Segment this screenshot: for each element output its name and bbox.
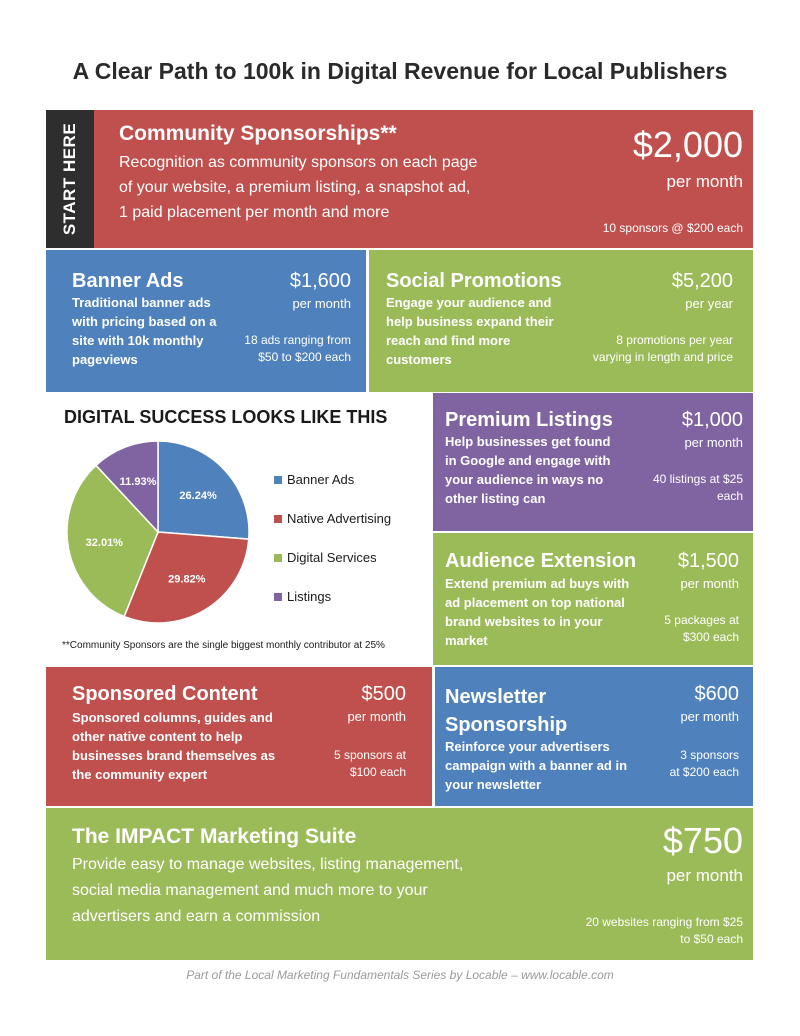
banner-unit: per month [292, 296, 351, 311]
sponsored-unit: per month [347, 709, 406, 724]
newsletter-note-line: at $200 each [669, 765, 739, 779]
banner-desc-line: pageviews [72, 352, 138, 367]
sponsored-price: $500 [361, 683, 406, 705]
legend-label: Digital Services [287, 550, 377, 565]
sponsored-note-line: 5 sponsors at [333, 748, 406, 762]
banner-note-line: $50 to $200 each [258, 350, 351, 364]
audience-desc-line: market [445, 633, 488, 648]
social-desc-line: customers [386, 352, 452, 367]
chart-footnote: **Community Sponsors are the single biggest monthly contributor at 25% [62, 640, 385, 651]
community-note: 10 sponsors @ $200 each [602, 221, 743, 235]
social-promotions-panel [369, 250, 753, 392]
impact-marketing-suite-panel [46, 808, 753, 960]
impact-desc-line: social media management and much more to your [72, 882, 428, 899]
legend-label: Banner Ads [287, 472, 355, 487]
newsletter-title [445, 683, 567, 739]
audience-desc-line: ad placement on top national [445, 595, 625, 610]
legend-swatch [274, 515, 282, 523]
newsletter-unit: per month [680, 709, 739, 724]
premium-desc-line: other listing can [445, 491, 546, 506]
newsletter-desc-line: campaign with a banner ad in [445, 758, 628, 773]
community-description [119, 150, 477, 225]
sponsored-desc-line: Sponsored columns, guides and [72, 710, 273, 725]
impact-unit: per month [666, 866, 743, 885]
sponsored-desc-line: other native content to help [72, 729, 243, 744]
impact-price: $750 [662, 820, 743, 861]
newsletter-sponsorship-panel [435, 667, 753, 806]
legend-swatch [274, 476, 282, 484]
banner-description [72, 293, 216, 369]
legend-label: Native Advertising [287, 511, 392, 526]
premium-desc-line: Help businesses get found [445, 434, 611, 449]
sponsored-note [334, 747, 406, 781]
audience-desc-line: brand websites to in your [445, 614, 603, 629]
newsletter-title-line: Newsletter [445, 686, 547, 708]
community-unit: per month [666, 172, 743, 191]
page-title: A Clear Path to 100k in Digital Revenue for Local Publishers [72, 58, 728, 84]
banner-desc-line: site with 10k monthly [72, 333, 204, 348]
sponsored-description [72, 708, 275, 784]
impact-description [72, 852, 463, 930]
impact-note-line: 20 websites ranging from $25 [585, 915, 743, 929]
social-description [386, 293, 554, 369]
newsletter-description [445, 737, 627, 794]
social-title: Social Promotions [386, 270, 562, 292]
audience-description [445, 574, 629, 650]
community-title: Community Sponsorships** [119, 122, 397, 145]
audience-extension-panel [433, 533, 753, 665]
banner-ads-panel [46, 250, 366, 392]
social-unit: per year [685, 296, 733, 311]
premium-desc-line: in Google and engage with [445, 453, 611, 468]
community-desc-line: Recognition as community sponsors on each page [119, 154, 478, 171]
premium-description [445, 432, 610, 508]
premium-note-line: 40 listings at $25 [652, 472, 743, 486]
impact-title: The IMPACT Marketing Suite [72, 825, 357, 848]
audience-unit: per month [680, 576, 739, 591]
sponsored-desc-line: businesses brand themselves as [72, 748, 276, 763]
sponsored-note-line: $100 each [349, 765, 406, 779]
newsletter-note [670, 747, 739, 781]
pie-data-label: 32.01% [85, 537, 123, 550]
social-desc-line: Engage your audience and [386, 295, 552, 310]
premium-price: $1,000 [681, 409, 743, 431]
legend-swatch [274, 593, 282, 601]
pie-data-label: 11.93% [119, 476, 157, 489]
audience-price: $1,500 [677, 550, 739, 572]
newsletter-title-line: Sponsorship [445, 714, 568, 736]
community-price: $2,000 [632, 124, 743, 165]
audience-note-line: $300 each [682, 630, 739, 644]
community-desc-line: of your website, a premium listing, a snapshot ad, [119, 179, 471, 196]
sponsored-desc-line: the community expert [72, 767, 208, 782]
social-note [593, 332, 733, 366]
pie-data-label: 26.24% [179, 489, 217, 502]
premium-desc-line: your audience in ways no [445, 472, 604, 487]
banner-title: Banner Ads [72, 270, 184, 292]
banner-note [244, 332, 351, 366]
impact-desc-line: Provide easy to manage websites, listing management, [72, 856, 464, 873]
legend-label: Listings [287, 589, 332, 604]
social-note-line: 8 promotions per year [616, 333, 733, 347]
impact-note-line: to $50 each [680, 932, 743, 946]
impact-note [586, 914, 743, 948]
start-here-label: START HERE [60, 122, 79, 236]
banner-price: $1,600 [289, 270, 351, 292]
audience-note [664, 612, 739, 646]
audience-desc-line: Extend premium ad buys with [445, 576, 630, 591]
premium-unit: per month [684, 435, 743, 450]
premium-listings-panel [433, 393, 753, 531]
impact-desc-line: advertisers and earn a commission [72, 908, 321, 925]
page-footer: Part of the Local Marketing Fundamentals Series by Locable – www.locable.com [186, 968, 614, 982]
community-sponsorships-panel [46, 110, 753, 248]
newsletter-desc-line: your newsletter [445, 777, 542, 792]
sponsored-title: Sponsored Content [72, 683, 258, 705]
audience-title: Audience Extension [445, 550, 637, 572]
premium-note [653, 471, 743, 505]
social-desc-line: reach and find more [386, 333, 511, 348]
banner-note-line: 18 ads ranging from [244, 333, 351, 347]
newsletter-price: $600 [694, 683, 739, 705]
social-desc-line: help business expand their [386, 314, 554, 329]
premium-title: Premium Listings [445, 409, 613, 431]
pie-data-label: 29.82% [168, 573, 206, 586]
community-desc-line: 1 paid placement per month and more [119, 204, 390, 221]
newsletter-note-line: 3 sponsors [680, 748, 739, 762]
social-price: $5,200 [671, 270, 733, 292]
social-note-line: varying in length and price [592, 350, 733, 364]
pie-chart [58, 440, 258, 640]
premium-note-line: each [716, 489, 743, 503]
banner-desc-line: with pricing based on a [72, 314, 217, 329]
sponsored-content-panel [46, 667, 432, 806]
legend-swatch [274, 554, 282, 562]
banner-desc-line: Traditional banner ads [72, 295, 211, 310]
audience-note-line: 5 packages at [664, 613, 739, 627]
chart-title: DIGITAL SUCCESS LOOKS LIKE THIS [64, 407, 388, 427]
newsletter-desc-line: Reinforce your advertisers [445, 739, 610, 754]
start-here-tab [46, 110, 94, 248]
